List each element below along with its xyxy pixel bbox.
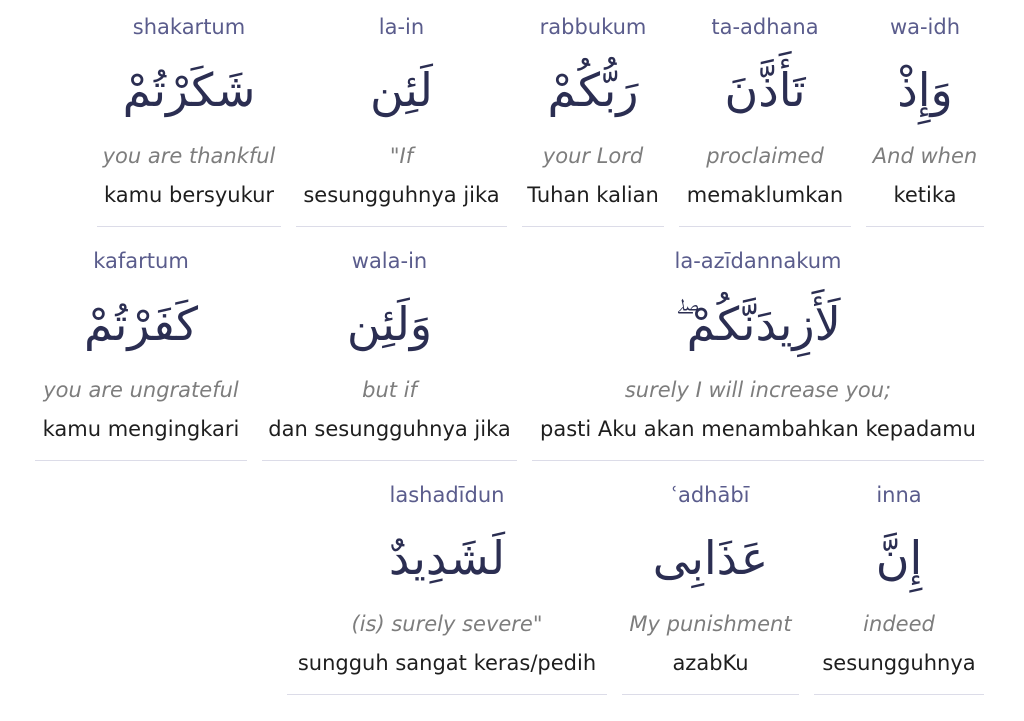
word-lashadidun xyxy=(287,468,607,682)
english-meaning: My punishment xyxy=(629,612,792,636)
transliteration: shakartum xyxy=(132,15,246,39)
english-meaning: your Lord xyxy=(542,144,644,168)
word-inna xyxy=(814,468,984,682)
transliteration: inna xyxy=(876,483,922,507)
english-meaning: you are ungrateful xyxy=(43,378,239,402)
indonesian-meaning: sungguh sangat keras/pedih xyxy=(297,651,597,675)
arabic-word: وَلَئِن xyxy=(346,297,433,351)
transliteration: ta-adhana xyxy=(711,15,819,39)
transliteration: lashadīdun xyxy=(389,483,505,507)
word-shakartum xyxy=(97,0,281,214)
indonesian-meaning: kamu mengingkari xyxy=(42,417,240,441)
word-wala-in xyxy=(262,234,517,448)
arabic-word: كَفَرْتُمْ xyxy=(84,297,198,351)
word-adhabi xyxy=(622,468,799,682)
english-meaning: And when xyxy=(872,144,978,168)
indonesian-meaning: sesungguhnya xyxy=(822,651,976,675)
transliteration: wa-idh xyxy=(889,15,961,39)
indonesian-meaning: sesungguhnya jika xyxy=(303,183,500,207)
indonesian-meaning: memaklumkan xyxy=(686,183,844,207)
arabic-word: رَبُّكُمْ xyxy=(547,63,639,117)
arabic-word: وَإِذْ xyxy=(897,63,953,117)
arabic-word: إِنَّ xyxy=(875,531,923,585)
indonesian-meaning: azabKu xyxy=(672,651,749,675)
word-la-in xyxy=(296,0,507,214)
english-meaning: you are thankful xyxy=(102,144,276,168)
english-meaning: but if xyxy=(362,378,417,402)
english-meaning: (is) surely severe" xyxy=(351,612,543,636)
word-ta-adhana xyxy=(679,0,851,214)
word-la-azidannakum xyxy=(532,234,984,448)
english-meaning: indeed xyxy=(863,612,935,636)
transliteration: ʿadhābī xyxy=(671,483,750,507)
arabic-word: عَذَابِى xyxy=(652,531,769,585)
indonesian-meaning: dan sesungguhnya jika xyxy=(268,417,511,441)
arabic-word: لَئِن xyxy=(370,63,433,117)
indonesian-meaning: ketika xyxy=(893,183,957,207)
english-meaning: surely I will increase you; xyxy=(624,378,892,402)
word-kafartum xyxy=(35,234,247,448)
english-meaning: "If xyxy=(389,144,414,168)
word-wa-idh xyxy=(866,0,984,214)
transliteration: wala-in xyxy=(351,249,428,273)
english-meaning: proclaimed xyxy=(706,144,824,168)
indonesian-meaning: pasti Aku akan menambahkan kepadamu xyxy=(540,417,976,441)
indonesian-meaning: Tuhan kalian xyxy=(527,183,659,207)
transliteration: kafartum xyxy=(93,249,189,273)
transliteration: la-azīdannakum xyxy=(674,249,842,273)
arabic-word: تَأَذَّنَ xyxy=(724,63,806,117)
arabic-word: لَأَزِيدَنَّكُمْ ۖ xyxy=(675,297,841,351)
indonesian-meaning: kamu bersyukur xyxy=(103,183,275,207)
arabic-word: لَشَدِيدٌ xyxy=(388,531,506,585)
transliteration: la-in xyxy=(378,15,425,39)
word-rabbukum xyxy=(522,0,664,214)
arabic-word: شَكَرْتُمْ xyxy=(122,63,256,117)
transliteration: rabbukum xyxy=(539,15,647,39)
